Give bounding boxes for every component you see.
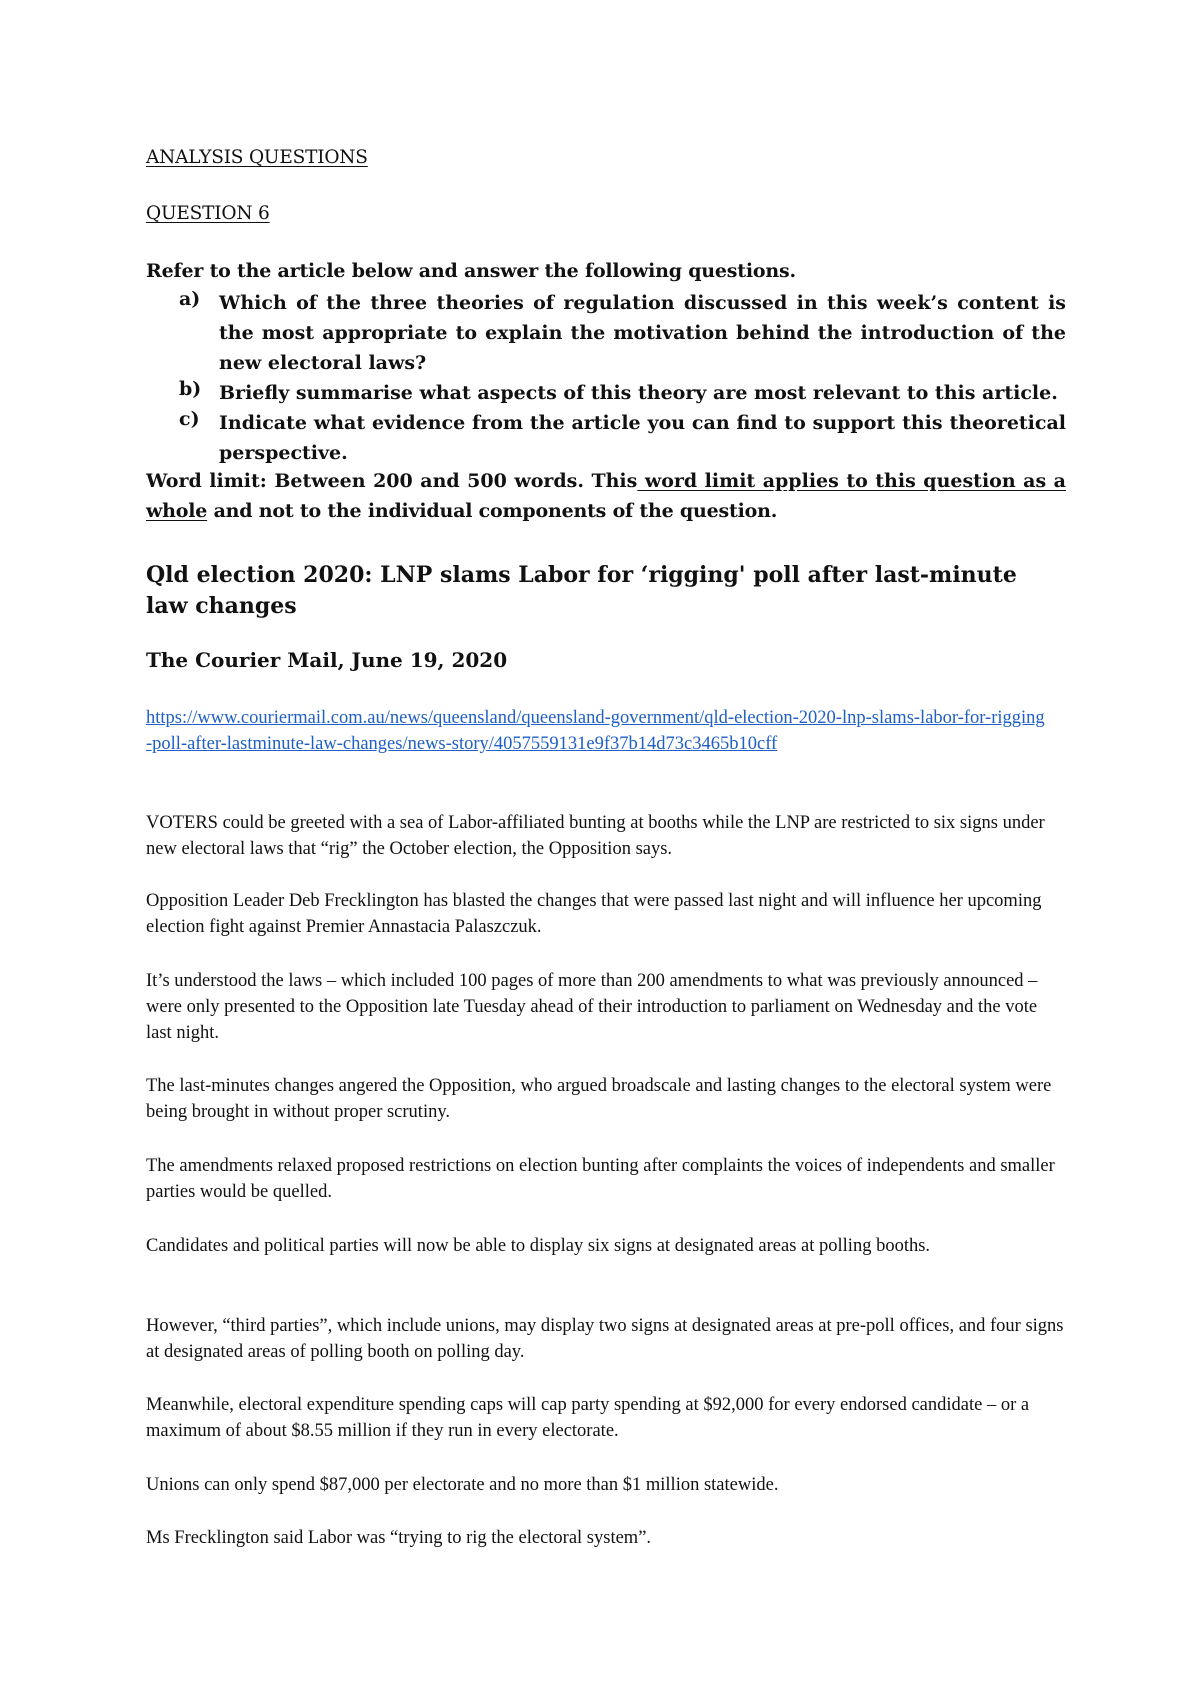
word-limit-line-1 — [146, 470, 1066, 492]
article-paragraph: VOTERS could be greeted with a sea of Labor-affiliated bunting at booths while the LNP are restricted to six signs under new electoral laws that “rig” the October election, the Opposition says. — [146, 813, 1045, 859]
article-paragraph: Ms Frecklington said Labor was “trying to rig the electoral system”. — [146, 1528, 652, 1548]
word-limit-underlined-whole: whole — [146, 500, 208, 522]
article-headline: Qld election 2020: LNP slams Labor for ‘rigging' poll after last-minute law changes — [146, 562, 1017, 619]
question-text: Indicate what evidence from the article you can find to support this theoretical perspective. — [219, 412, 1066, 464]
article-paragraph: It’s understood the laws – which included 100 pages of more than 200 amendments to what was previously announced – were only presented to the Opposition late Tuesday ahead of their introduction to parliament on Wednesday and the vote last night. — [146, 971, 1038, 1043]
article-paragraph: The amendments relaxed proposed restrictions on election bunting after complaints the voices of independents and smaller parties would be quelled. — [146, 1156, 1055, 1202]
question-text: Which of the three theories of regulation discussed in this week’s content is the most appropriate to explain the motivation behind the introduction of the new electoral laws? — [219, 292, 1066, 374]
question-letter: c) — [179, 408, 200, 430]
article-link[interactable]: https://www.couriermail.com.au/news/queensland/queensland-government/qld-election-2020-lnp-slams-labor-for-rigging-poll-after-lastminute-law-changes/news-story/4057559131e9f37b14d73c3465b10cff — [146, 708, 1045, 754]
article-paragraph: However, “third parties”, which include unions, may display two signs at designated areas at pre-poll offices, and four signs at designated areas of polling booth on polling day. — [146, 1316, 1064, 1362]
word-limit-lead: Word limit: Between 200 and 500 words. This — [146, 470, 638, 492]
word-limit-line-2 — [146, 500, 777, 522]
question-title: QUESTION 6 — [146, 203, 270, 224]
question-intro: Refer to the article below and answer the following questions. — [146, 260, 796, 282]
question-letter: a) — [179, 288, 201, 310]
question-text: Briefly summarise what aspects of this theory are most relevant to this article. — [219, 382, 1058, 404]
section-title: ANALYSIS QUESTIONS — [146, 147, 368, 168]
article-paragraph: Unions can only spend $87,000 per electorate and no more than $1 million statewide. — [146, 1475, 779, 1495]
word-limit-tail: and not to the individual components of the question. — [207, 500, 778, 522]
article-paragraph: Meanwhile, electoral expenditure spending caps will cap party spending at $92,000 for every endorsed candidate – or a maximum of about $8.55 million if they run in every electorate. — [146, 1395, 1030, 1441]
article-paragraph: Candidates and political parties will now be able to display six signs at designated areas at polling booths. — [146, 1236, 931, 1256]
article-paragraph: The last-minutes changes angered the Opposition, who argued broadscale and lasting changes to the electoral system were being brought in without proper scrutiny. — [146, 1076, 1052, 1122]
article-source: The Courier Mail, June 19, 2020 — [146, 648, 508, 672]
article-paragraph: Opposition Leader Deb Frecklington has blasted the changes that were passed last night and will influence her upcoming election fight against Premier Annastacia Palaszczuk. — [146, 891, 1042, 937]
question-letter: b) — [179, 378, 202, 400]
word-limit-underlined: word limit applies to this question as a — [637, 470, 1066, 492]
